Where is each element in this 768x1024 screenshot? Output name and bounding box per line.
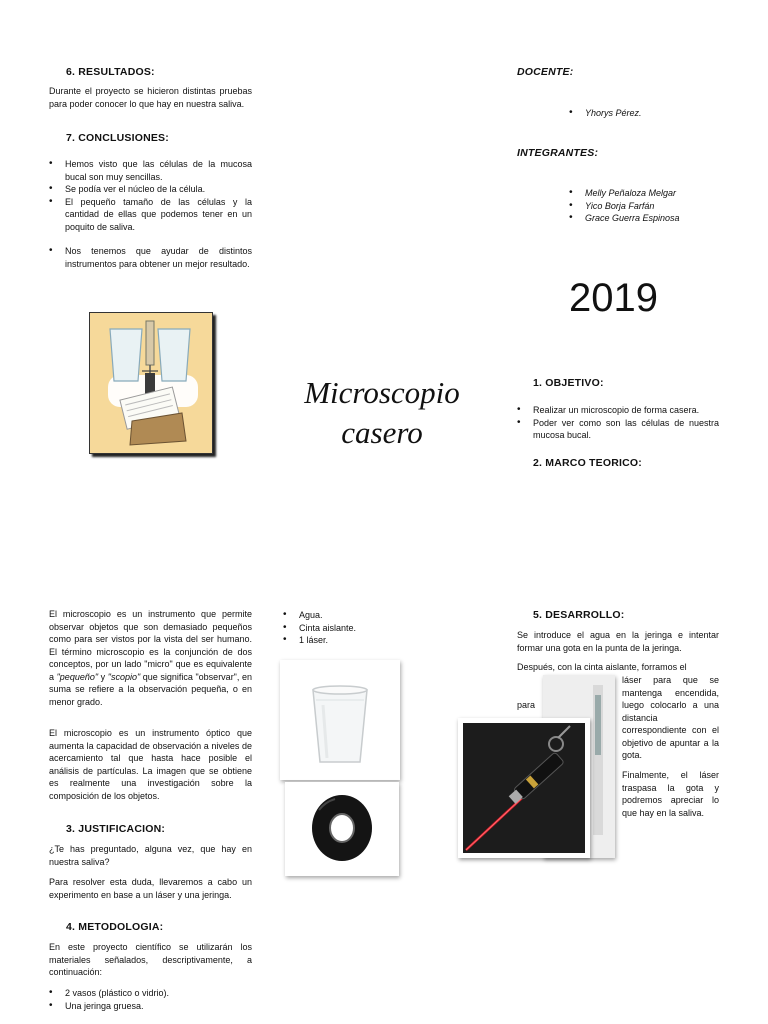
desarrollo-heading: 5. DESARROLLO: xyxy=(533,609,625,621)
list-item: • Poder ver como son las células de nuestra mucosa bucal. xyxy=(515,417,719,442)
cover-title-line2: casero xyxy=(341,415,423,450)
marco-text: que significa "observar", en suma se refiere a la observación pequeña, o en menor grado. xyxy=(49,671,252,707)
materiales-list xyxy=(47,987,252,1012)
marco-text: El microscopio es un instrumento que permite observar objetos que son demasiado pequeños como para ser vistos por la vista del ser humano. El término microscopio es la conjunción de dos conceptos, por un lado "micro" que es equivalente a xyxy=(49,609,252,682)
metodologia-text: En este proyecto científico se utilizarán los materiales señalados, descriptivamente, a continuación: xyxy=(49,942,252,977)
list-item: • Yhorys Pérez. xyxy=(567,107,727,120)
plastic-cup-photo-icon xyxy=(280,660,400,780)
justificacion-paragraph-1: ¿Te has preguntado, alguna vez, que hay en nuestra saliva? xyxy=(49,844,252,867)
marco-text-scopio: "scopio" xyxy=(107,671,141,682)
objetivo-list xyxy=(515,404,719,442)
list-item: • Se podía ver el núcleo de la célula. xyxy=(47,183,252,196)
list-item: • Melly Peñaloza Melgar xyxy=(567,187,737,200)
marco-text: y xyxy=(98,671,108,682)
conclusiones-heading: 7. CONCLUSIONES: xyxy=(66,132,169,144)
desarrollo-paragraph-2a: Después, con la cinta aislante, forramos el xyxy=(517,662,687,672)
resultados-heading: 6. RESULTADOS: xyxy=(66,66,155,78)
cover-title-line1: Microscopio xyxy=(304,375,460,410)
year-label: 2019 xyxy=(569,276,658,320)
desarrollo-paragraph-1: Se introduce el agua en la jeringa e intentar formar una gota en la punta de la jeringa. xyxy=(517,630,719,653)
justificacion-paragraph-2: Para resolver esta duda, llevaremos a cabo un experimento en base a un láser y una jeringa. xyxy=(49,877,252,900)
list-item: • Yico Borja Farfán xyxy=(567,200,737,213)
integrantes-heading: INTEGRANTES: xyxy=(517,147,599,159)
cover-title xyxy=(282,373,482,453)
desarrollo-paragraph-2b: láser para que se mantenga encendida, luego colocarlo a una distancia correspondiente con el objetivo de apuntar a la gota. xyxy=(622,675,719,760)
marco-paragraph-2: El microscopio es un instrumento óptico que aumenta la capacidad de observación a niveles de acercamiento tal que hasta hace posible el análisis de partículas. La imagen que se obtiene es realmente una investigación sobre la composición de los objetos. xyxy=(49,728,252,801)
conclusiones-list xyxy=(47,158,252,270)
list-item: • Grace Guerra Espinosa xyxy=(567,212,737,225)
integrantes-list xyxy=(567,187,737,225)
list-item: • Agua. xyxy=(281,609,401,622)
list-item: • Hemos visto que las células de la mucosa bucal son muy sencillas. xyxy=(47,158,252,183)
list-item: • Cinta aislante. xyxy=(281,622,401,635)
list-item: • Realizar un microscopio de forma casera. xyxy=(515,404,719,417)
list-item: • Una jeringa gruesa. xyxy=(47,1000,252,1013)
resultados-text: Durante el proyecto se hicieron distintas pruebas para poder conocer lo que hay en nuestra saliva. xyxy=(49,86,252,109)
tape-roll-photo-icon xyxy=(285,782,399,876)
desarrollo-para: para xyxy=(517,700,536,710)
docente-list xyxy=(567,107,727,120)
justificacion-heading: 3. JUSTIFICACION: xyxy=(66,823,166,835)
marco-paragraph-1 xyxy=(49,608,252,708)
objetivo-heading: 1. OBJETIVO: xyxy=(533,377,604,389)
list-item: • El pequeño tamaño de las células y la cantidad de ellas que podemos tener en un poquito de saliva. xyxy=(47,196,252,234)
marco-text-pequeno: "pequeño" xyxy=(56,671,99,682)
list-item: • 1 láser. xyxy=(281,634,401,647)
microscope-illustration-icon xyxy=(89,312,213,454)
list-item: • Nos tenemos que ayudar de distintos instrumentos para obtener un mejor resultado. xyxy=(47,245,252,270)
materiales-cont-list xyxy=(281,609,401,647)
list-item: • 2 vasos (plástico o vidrio). xyxy=(47,987,252,1000)
metodologia-heading: 4. METODOLOGIA: xyxy=(66,921,164,933)
laser-pointer-photo-icon xyxy=(458,718,590,858)
desarrollo-paragraph-3: Finalmente, el láser traspasa la gota y podremos apreciar lo que hay en la saliva. xyxy=(622,770,719,818)
marco-heading: 2. MARCO TEORICO: xyxy=(533,457,642,469)
docente-heading: DOCENTE: xyxy=(517,66,574,78)
